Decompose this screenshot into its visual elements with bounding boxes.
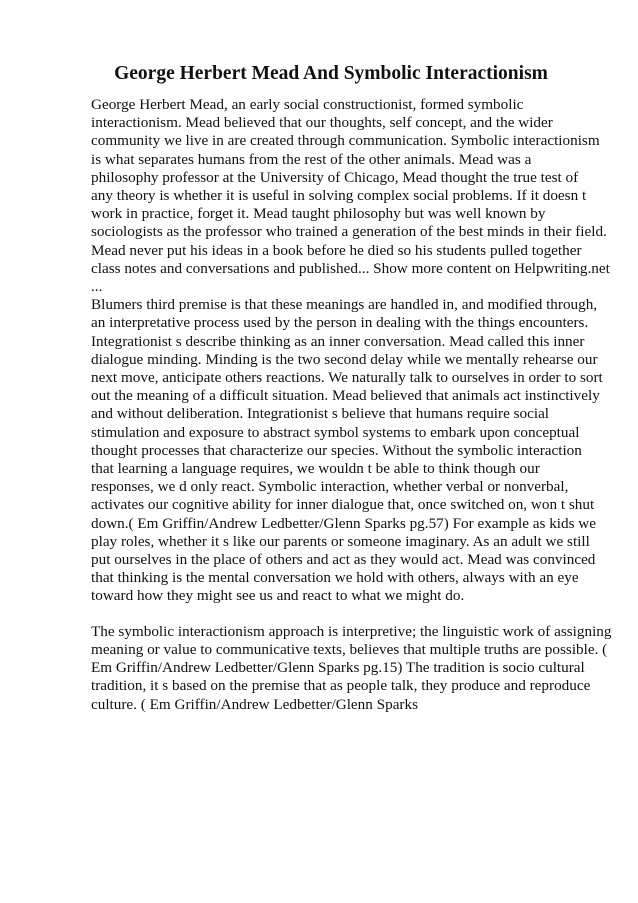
text-line: interactionism. Mead believed that our thoughts, self concept, and the wider bbox=[91, 114, 553, 132]
text-line: sociologists as the professor who trained a generation of the best minds in their field. bbox=[91, 223, 607, 241]
text-line: Integrationist s describe thinking as an inner conversation. Mead called this inner bbox=[91, 332, 585, 350]
text-line: that thinking is the mental conversation we hold with others, always with an eye bbox=[91, 569, 579, 587]
text-line: culture. ( Em Griffin/Andrew Ledbetter/Glenn Sparks bbox=[91, 695, 418, 713]
text-line: is what separates humans from the rest of the other animals. Mead was a bbox=[91, 150, 532, 168]
text-line: stimulation and exposure to abstract symbol systems to embark upon conceptual bbox=[91, 423, 580, 441]
text-line: that learning a language requires, we wouldn t be able to think though our bbox=[91, 460, 540, 478]
text-line: any theory is whether it is useful in solving complex social problems. If it doesn t bbox=[91, 187, 587, 205]
text-line: Em Griffin/Andrew Ledbetter/Glenn Sparks pg.15) The tradition is socio cultural bbox=[91, 659, 585, 677]
text-line: class notes and conversations and published... Show more content on Helpwriting.net bbox=[91, 259, 610, 277]
text-line: The symbolic interactionism approach is interpretive; the linguistic work of assigning bbox=[91, 622, 612, 640]
text-line: Blumers third premise is that these meanings are handled in, and modified through, bbox=[91, 296, 598, 314]
text-line: toward how they might see us and react to what we might do. bbox=[91, 587, 465, 605]
paragraph-gap bbox=[91, 606, 596, 623]
text-line: meaning or value to communicative texts, believes that multiple truths are possible. ( bbox=[91, 640, 608, 658]
paragraph bbox=[91, 96, 610, 606]
text-line: George Herbert Mead, an early social constructionist, formed symbolic bbox=[91, 96, 524, 113]
text-line: out the meaning of a difficult situation. Mead believed that animals act instinctively bbox=[91, 387, 600, 405]
text-line: thought processes that characterize our species. Without the symbolic interaction bbox=[91, 441, 582, 459]
text-line: tradition, it s based on the premise that as people talk, they produce and reproduce bbox=[91, 677, 591, 695]
paragraph bbox=[91, 622, 612, 714]
text-line: activates our cognitive ability for inner dialogue that, once switched on, won t shut bbox=[91, 496, 595, 514]
page-title: George Herbert Mead And Symbolic Interactionism bbox=[114, 63, 548, 84]
text-line: down.( Em Griffin/Andrew Ledbetter/Glenn Sparks pg.57) For example as kids we bbox=[91, 514, 597, 532]
text-line: community we live in are created through communication. Symbolic interactionism bbox=[91, 132, 600, 150]
text-line: philosophy professor at the University of Chicago, Mead thought the true test of bbox=[91, 168, 579, 186]
text-line: an interpretative process used by the person in dealing with the things encounters. bbox=[91, 314, 589, 332]
text-line: responses, we d only react. Symbolic interaction, whether verbal or nonverbal, bbox=[91, 478, 569, 496]
text-line: dialogue minding. Minding is the two second delay while we mentally rehearse our bbox=[91, 350, 598, 368]
document-body bbox=[91, 96, 612, 714]
text-line: next move, anticipate others reactions. We naturally talk to ourselves in order to sort bbox=[91, 369, 603, 387]
text-line: play roles, whether it s like our parents or someone imaginary. As an adult we still bbox=[91, 532, 590, 550]
text-line: ... bbox=[91, 278, 103, 296]
text-line: put ourselves in the place of others and act as they would act. Mead was convinced bbox=[91, 551, 596, 569]
text-line: Mead never put his ideas in a book before he died so his students pulled together bbox=[91, 241, 582, 259]
text-line: and without deliberation. Integrationist s believe that humans require social bbox=[91, 405, 550, 423]
text-line: work in practice, forget it. Mead taught philosophy but was well known by bbox=[91, 205, 546, 223]
